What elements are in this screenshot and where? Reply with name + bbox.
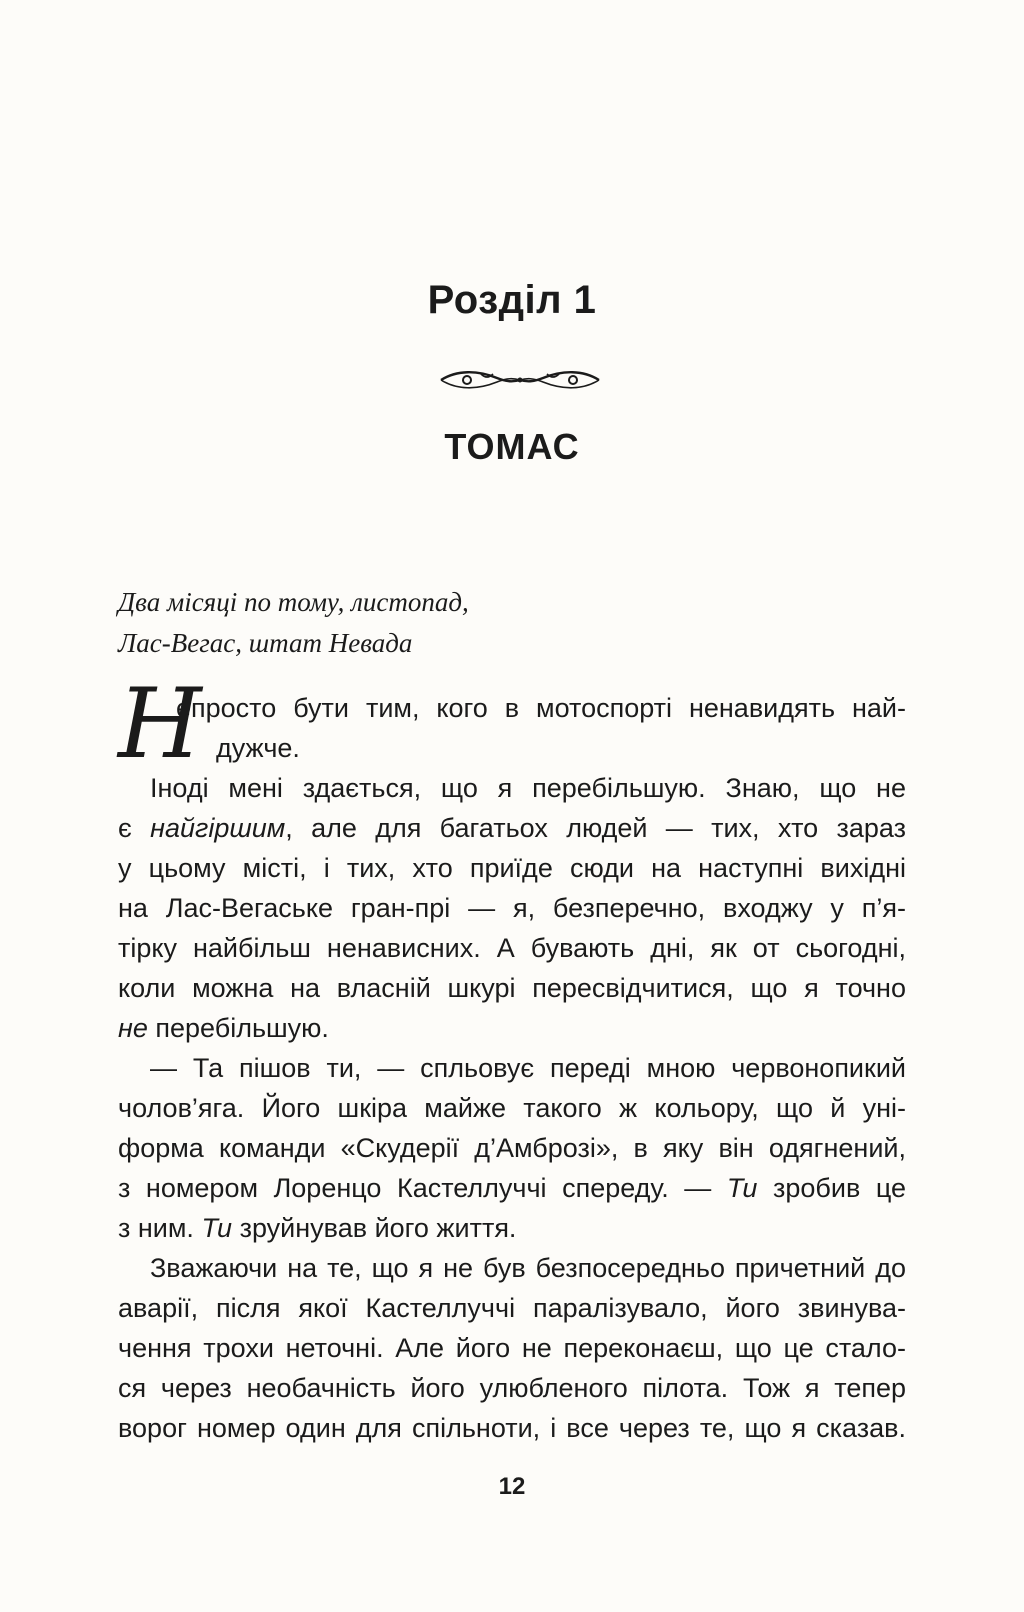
text-line: на Лас-Вегаське гран-прі — я, безперечно, входжу у п’я-	[118, 893, 906, 923]
text-line	[118, 1208, 906, 1248]
drop-cap: Н	[118, 668, 202, 780]
emphasis: найгіршим	[150, 813, 286, 843]
text-line	[118, 808, 906, 848]
ornament-flourish-icon	[437, 368, 603, 392]
dateline	[118, 582, 469, 664]
dateline-line: Два місяці по тому, листопад,	[118, 587, 469, 617]
text-line: Іноді мені здається, що я перебільшую. Знаю, що не	[150, 773, 906, 803]
text-line: у цьому місті, і тих, хто приїде сюди на наступні вихідні	[118, 853, 906, 883]
text-line	[118, 1168, 906, 1208]
dateline-line: Лас-Вегас, штат Невада	[118, 628, 413, 658]
text-line: чолов’яга. Його шкіра майже такого ж кольору, що й уні-	[118, 1093, 906, 1123]
text-line: аварії, після якої Кастеллуччі паралізувало, його звинува-	[118, 1293, 906, 1323]
page-number: 12	[498, 1473, 526, 1500]
text-span: зруйнував його життя.	[232, 1213, 517, 1243]
paragraph	[118, 768, 906, 1048]
text-line: чення трохи неточні. Але його не переконаєш, що це стало-	[118, 1333, 906, 1363]
text-line	[118, 1008, 906, 1048]
character-name: ТОМАС	[444, 426, 580, 467]
text-line: ворог номер один для спільноти, і все через те, що я сказав.	[118, 1413, 906, 1443]
text-line: дужче.	[216, 733, 300, 763]
paragraph	[118, 1048, 906, 1248]
emphasis: Ти	[726, 1173, 758, 1203]
text-span: є	[118, 813, 151, 843]
text-span: перебільшую.	[147, 1013, 329, 1043]
text-line: тірку найбільш ненависних. А бувають дні, як от сьогодні,	[118, 933, 906, 963]
emphasis: Ти	[201, 1213, 233, 1243]
text-line: ся через необачність його улюбленого пілота. Тож я тепер	[118, 1373, 906, 1403]
text-line: епросто бути тим, кого в мотоспорті ненавидять най-	[176, 693, 906, 723]
text-line: Зважаючи на те, що я не був безпосередньо причетний до	[150, 1253, 906, 1283]
text-span: з ним.	[118, 1213, 202, 1243]
chapter-title: Розділ 1	[427, 278, 597, 322]
text-span: з номером Лоренцо Кастеллуччі спереду. —	[118, 1173, 727, 1203]
emphasis: не	[118, 1013, 148, 1043]
text-line: форма команди «Скудерії д’Амброзі», в яку він одягнений,	[118, 1133, 906, 1163]
text-line: коли можна на власній шкурі пересвідчитися, що я точно	[118, 973, 906, 1003]
paragraph	[118, 668, 906, 780]
paragraph	[118, 1248, 906, 1448]
text-span: зробив це	[757, 1173, 907, 1203]
text-span: , але для багатьох людей — тих, хто зараз	[285, 813, 906, 843]
text-line: — Та пішов ти, — спльовує переді мною червонопикий	[150, 1053, 906, 1083]
body-text	[118, 668, 907, 1448]
